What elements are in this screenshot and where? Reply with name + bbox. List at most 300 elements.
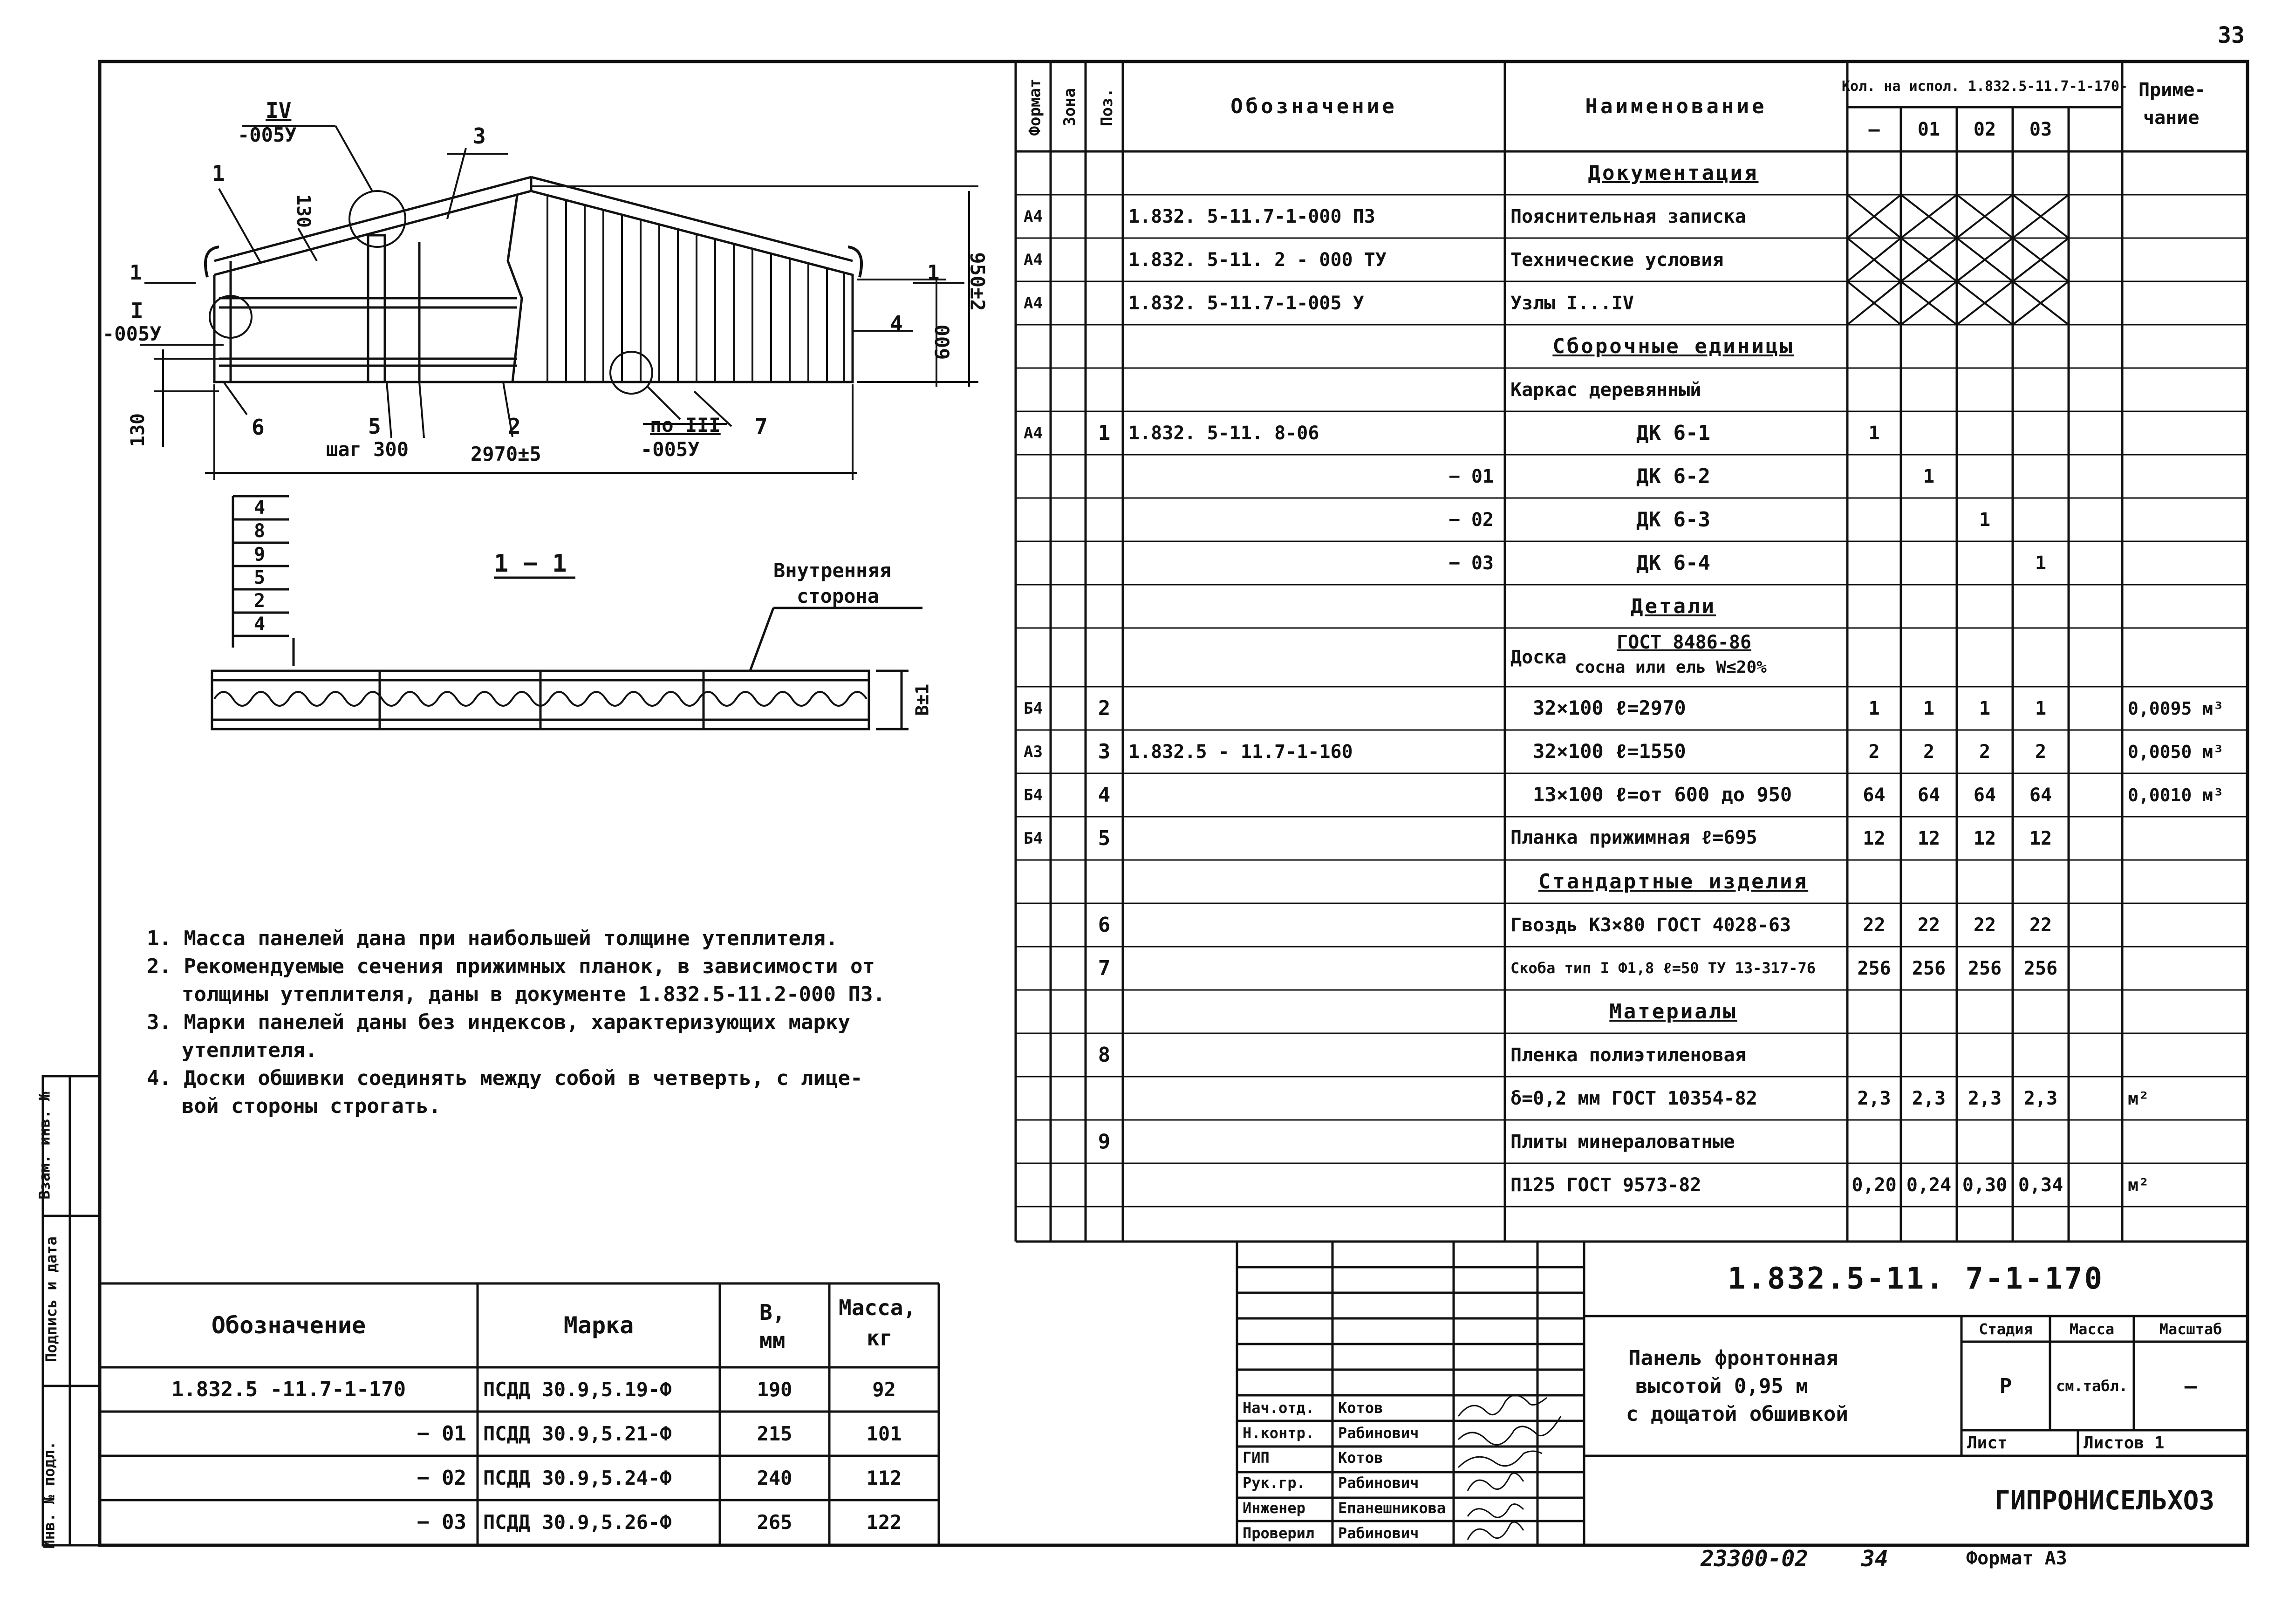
spec-qty: 2,3	[1968, 1087, 2002, 1109]
spec-qty	[1957, 195, 2013, 238]
stamp-inv-podl: Инв. № подл.	[40, 1441, 58, 1549]
spec-format	[1016, 541, 1051, 585]
spec-qty	[1957, 628, 2013, 687]
section-mark-left: 1	[130, 261, 142, 285]
note-line: 1. Масса панелей дана при наибольшей толщине утеплителя.	[147, 927, 838, 950]
note-line: толщины утеплителя, даны в документе 1.832.5-11.2-000 ПЗ.	[182, 983, 885, 1006]
callout-pos-7: 7	[755, 414, 768, 439]
spec-pos: 5	[1098, 826, 1111, 850]
spec-qty: 1	[2035, 697, 2047, 719]
spec-qty: 12	[1917, 827, 1940, 849]
spec-name: Документация	[1588, 161, 1759, 185]
marks-mass: 92	[872, 1378, 896, 1401]
marks-b: 240	[757, 1467, 793, 1489]
spec-name: ДК 6-1	[1636, 421, 1710, 445]
header-designation: Обозначение	[1230, 95, 1397, 118]
spec-note	[2122, 817, 2248, 860]
spec-qty	[1957, 860, 2013, 903]
marks-b: 190	[757, 1378, 793, 1401]
role-name: Рабинович	[1338, 1424, 1419, 1442]
spec-qty: 2,3	[2023, 1087, 2058, 1109]
spec-qty	[1847, 281, 1901, 325]
spec-qty	[1901, 585, 1957, 628]
spec-qty	[1901, 1120, 1957, 1163]
marks-header-mass1: Масса,	[839, 1295, 916, 1320]
spec-note	[2122, 947, 2248, 990]
spec-qty	[1847, 151, 1901, 195]
spec-format	[1016, 1120, 1051, 1163]
section-thickness: B±1	[912, 683, 933, 716]
spec-qty	[1901, 1033, 1957, 1077]
spec-qty	[2013, 1120, 2069, 1163]
spec-qty	[2013, 498, 2069, 541]
cladding-boards	[547, 196, 844, 382]
spec-qty: 12	[2029, 827, 2052, 849]
marks-mark: ПСДД 30.9,5.19-Ф	[483, 1378, 672, 1401]
role-name: Рабинович	[1338, 1474, 1419, 1492]
section-layer-label: 5	[254, 567, 266, 588]
dim-2970: 2970±5	[471, 443, 541, 465]
spec-pos: 2	[1098, 696, 1111, 720]
role-title: Нач.отд.	[1243, 1399, 1315, 1417]
stamp-vzam-inv: Взам. инв. №	[35, 1092, 54, 1200]
dim-130-top: 130	[293, 194, 314, 228]
spec-designation: 1.832. 5-11. 8-06	[1128, 422, 1319, 444]
note-line: утеплителя.	[182, 1038, 318, 1062]
sheet-number: 34	[1861, 1546, 1888, 1572]
note-line: 2. Рекомендуемые сечения прижимных планок, в зависимости от	[147, 955, 875, 978]
spec-qty: 1	[2035, 552, 2047, 574]
spec-qty: 256	[1857, 957, 1891, 979]
header-qty-title: Кол. на испол. 1.832.5-11.7-1-170-	[1841, 78, 2128, 95]
spec-format	[1016, 903, 1051, 947]
spec-qty: 22	[1917, 914, 1940, 936]
spec-name: 13×100 ℓ=от 600 до 950	[1533, 783, 1792, 806]
spec-qty: 256	[1968, 957, 2002, 979]
spec-qty: 2	[1923, 741, 1935, 763]
spec-note	[2122, 628, 2248, 687]
marks-mass: 101	[866, 1422, 902, 1445]
spec-qty	[1901, 238, 1957, 281]
spec-format: А4	[1024, 423, 1043, 443]
spec-note	[2122, 455, 2248, 498]
spec-name: Пленка полиэтиленовая	[1510, 1044, 1746, 1066]
spec-qty	[1847, 455, 1901, 498]
spec-format: Б4	[1024, 829, 1043, 848]
spec-qty: 256	[1912, 957, 1946, 979]
dim-130-bottom: 130	[127, 413, 149, 447]
section-layer-label: 9	[254, 544, 266, 565]
spec-qty	[1901, 541, 1957, 585]
title-line-2: высотой 0,95 м	[1635, 1374, 1808, 1398]
spec-note	[2122, 368, 2248, 411]
scale-value: —	[2184, 1374, 2197, 1398]
spec-designation: 1.832. 5-11.7-1-005 У	[1128, 292, 1364, 314]
spec-pos	[1086, 541, 1123, 585]
spec-pos: 6	[1098, 913, 1111, 937]
spec-pos: 4	[1098, 783, 1111, 807]
spec-name: Каркас деревянный	[1510, 379, 1701, 401]
spec-designation	[1123, 1033, 1505, 1077]
marks-header-mark: Марка	[563, 1312, 634, 1339]
spec-qty: 0,34	[2018, 1174, 2063, 1196]
spec-designation: 1.832. 5-11. 2 - 000 ТУ	[1128, 249, 1387, 271]
spec-format	[1016, 1163, 1051, 1207]
spec-qty	[1957, 151, 2013, 195]
signatures	[1458, 1395, 1561, 1540]
spec-pos: 1	[1098, 421, 1111, 445]
spec-note	[2122, 151, 2248, 195]
spec-qty: 1	[1923, 697, 1935, 719]
callout-node4-number: IV	[266, 98, 292, 123]
spec-qty	[1847, 195, 1901, 238]
spec-name: Планка прижимная ℓ=695	[1510, 827, 1757, 848]
spec-qty: 2,3	[1912, 1087, 1946, 1109]
spec-qty	[1957, 990, 2013, 1033]
spec-designation	[1123, 687, 1505, 730]
spec-designation	[1123, 947, 1505, 990]
spec-pos	[1086, 238, 1123, 281]
spec-qty	[1847, 238, 1901, 281]
stamp-signature-date: Подпись и дата	[42, 1236, 60, 1362]
sheet-label: Лист	[1967, 1433, 2008, 1453]
spec-name: ДК 6-3	[1636, 508, 1710, 532]
stage-value: Р	[1999, 1374, 2012, 1398]
spec-pos	[1086, 1163, 1123, 1207]
section-side-label-1: Внутренняя	[773, 559, 891, 582]
spec-name: П125 ГОСТ 9573-82	[1510, 1174, 1701, 1196]
callout-node1-ref: -005У	[102, 322, 162, 345]
spec-pos: 8	[1098, 1043, 1111, 1067]
role-title: Проверил	[1243, 1524, 1315, 1542]
spec-qty	[2013, 1033, 2069, 1077]
spec-qty	[2013, 455, 2069, 498]
spec-qty: 2,3	[1857, 1087, 1891, 1109]
role-name: Рабинович	[1338, 1524, 1419, 1542]
spec-note	[2122, 1120, 2248, 1163]
spec-qty	[1847, 1033, 1901, 1077]
spec-qty	[1847, 585, 1901, 628]
section-title: 1 − 1	[494, 550, 567, 578]
spec-qty: 22	[1973, 914, 1996, 936]
spec-name: δ=0,2 мм ГОСТ 10354-82	[1510, 1087, 1757, 1109]
header-pos: Поз.	[1097, 88, 1116, 126]
spec-designation	[1123, 151, 1505, 195]
section-mark-right: 1	[927, 261, 940, 285]
spec-qty: 64	[2029, 784, 2052, 806]
spec-qty	[1901, 325, 1957, 368]
spec-qty	[1957, 1033, 2013, 1077]
spec-note	[2122, 585, 2248, 628]
spec-name: Скоба тип I Ф1,8 ℓ=50 ТУ 13-317-76	[1510, 959, 1816, 977]
callout-node3-label: по III	[650, 414, 721, 437]
role-title: ГИП	[1243, 1449, 1270, 1467]
callout-pos-2: 2	[508, 414, 521, 439]
callout-pos-4: 4	[890, 311, 903, 336]
spec-qty	[2013, 238, 2069, 281]
spec-qty	[1901, 990, 1957, 1033]
spec-name: Гвоздь К3×80 ГОСТ 4028-63	[1510, 914, 1791, 936]
spec-qty	[1901, 628, 1957, 687]
spec-designation	[1123, 368, 1505, 411]
spec-note	[2122, 498, 2248, 541]
dim-600: 600	[931, 324, 954, 360]
section-layer-label: 4	[254, 497, 266, 519]
spec-qty: 12	[1973, 827, 1996, 849]
spec-name: Детали	[1631, 594, 1716, 618]
spec-note: 0,0095 м³	[2128, 698, 2224, 719]
spec-designation	[1123, 990, 1505, 1033]
note-line: 3. Марки панелей даны без индексов, характеризующих марку	[147, 1010, 850, 1034]
spec-qty: 22	[2029, 914, 2052, 936]
spec-note: 0,0010 м³	[2128, 785, 2224, 805]
marks-mark: ПСДД 30.9,5.26-Ф	[483, 1511, 672, 1534]
role-title: Инженер	[1243, 1499, 1305, 1517]
spec-format: А4	[1024, 207, 1043, 226]
spec-pos	[1086, 860, 1123, 903]
marks-designation: 1.832.5 -11.7-1-170	[171, 1378, 406, 1401]
spec-name: Сборочные единицы	[1552, 334, 1794, 358]
spec-designation	[1123, 1077, 1505, 1120]
callout-node1-number: I	[130, 298, 143, 323]
spec-designation	[1123, 860, 1505, 903]
callout-node4-ref: -005У	[238, 123, 297, 146]
scale-header: Масштаб	[2159, 1320, 2222, 1338]
marks-designation: − 02	[417, 1466, 466, 1490]
spec-format	[1016, 1077, 1051, 1120]
marks-header-mass2: кг	[867, 1325, 893, 1351]
spec-note	[2122, 1033, 2248, 1077]
mass-header: Масса	[2069, 1320, 2115, 1338]
header-format: Формат	[1025, 78, 1045, 136]
spec-pos	[1086, 1077, 1123, 1120]
spec-designation	[1123, 1163, 1505, 1207]
spec-note	[2122, 990, 2248, 1033]
spec-designation	[1123, 585, 1505, 628]
spec-pos: 7	[1098, 956, 1111, 980]
spec-qty	[2013, 990, 2069, 1033]
spec-name: 32×100 ℓ=1550	[1533, 739, 1686, 763]
spec-format	[1016, 860, 1051, 903]
spec-qty	[2013, 628, 2069, 687]
spec-format	[1016, 990, 1051, 1033]
mass-value: см.табл.	[2056, 1377, 2128, 1395]
spec-designation: 1.832. 5-11.7-1-000 ПЗ	[1128, 205, 1375, 227]
section-layer-label: 4	[254, 614, 266, 635]
spec-qty: 0,20	[1852, 1174, 1897, 1196]
document-code: 1.832.5-11. 7-1-170	[1727, 1262, 2104, 1296]
spec-designation	[1123, 628, 1505, 687]
header-q1: 01	[1917, 118, 1940, 140]
role-title: Рук.гр.	[1243, 1474, 1305, 1492]
marks-mass: 122	[866, 1511, 902, 1534]
archive-number: 23300-02	[1701, 1546, 1809, 1572]
spec-format	[1016, 455, 1051, 498]
spec-name-sub1: ГОСТ 8486-86	[1617, 632, 1751, 653]
spec-pos: 3	[1098, 740, 1111, 764]
spec-qty	[1957, 411, 2013, 455]
spec-name: Стандартные изделия	[1538, 870, 1809, 894]
spec-format	[1016, 585, 1051, 628]
spec-format	[1016, 498, 1051, 541]
spec-pos	[1086, 455, 1123, 498]
spec-qty: 256	[2023, 957, 2058, 979]
spec-qty	[1847, 628, 1901, 687]
notes-list	[147, 925, 885, 1120]
marks-b: 215	[757, 1422, 793, 1445]
spec-qty	[1901, 281, 1957, 325]
spec-qty	[2013, 281, 2069, 325]
spec-note	[2122, 411, 2248, 455]
spec-pos	[1086, 585, 1123, 628]
spec-qty	[1847, 541, 1901, 585]
spec-note	[2122, 903, 2248, 947]
spec-qty	[2013, 411, 2069, 455]
spec-format	[1016, 151, 1051, 195]
spec-name: Узлы I...IV	[1510, 292, 1634, 314]
spec-qty	[1901, 411, 1957, 455]
spec-format	[1016, 368, 1051, 411]
spec-pos	[1086, 151, 1123, 195]
spec-qty	[2013, 151, 2069, 195]
spec-name: Плиты минераловатные	[1510, 1131, 1735, 1153]
spec-designation	[1123, 325, 1505, 368]
spec-qty	[1847, 498, 1901, 541]
spec-qty	[1901, 860, 1957, 903]
page-number: 33	[2218, 22, 2245, 48]
callout-pos-3: 3	[473, 123, 486, 149]
spec-qty: 64	[1973, 784, 1996, 806]
marks-mark: ПСДД 30.9,5.24-Ф	[483, 1467, 672, 1489]
spec-name: Технические условия	[1510, 249, 1724, 271]
spec-format: А3	[1024, 742, 1043, 761]
spec-qty: 1	[1979, 697, 1991, 719]
spec-qty	[1901, 151, 1957, 195]
spec-format	[1016, 325, 1051, 368]
header-q3: 03	[2029, 118, 2052, 140]
spec-qty	[1901, 498, 1957, 541]
role-name: Епанешникова	[1338, 1499, 1446, 1517]
spec-designation: − 03	[1448, 552, 1494, 574]
callout-node3-ref: -005У	[641, 438, 700, 461]
marks-designation: − 03	[417, 1510, 466, 1534]
spec-qty	[1957, 325, 2013, 368]
header-note-2: чание	[2143, 107, 2200, 129]
spec-qty	[1901, 368, 1957, 411]
spec-qty: 0,24	[1906, 1174, 1952, 1196]
spec-designation: 1.832.5 - 11.7-1-160	[1128, 741, 1353, 763]
spec-qty	[1957, 281, 2013, 325]
sheets-label: Листов 1	[2084, 1433, 2165, 1453]
section-layer-label: 8	[254, 520, 266, 542]
note-line: вой стороны строгать.	[182, 1094, 441, 1118]
marks-header-b2: мм	[759, 1328, 786, 1353]
spec-qty: 2	[2035, 741, 2047, 763]
spec-qty	[1847, 1120, 1901, 1163]
spec-qty: 64	[1863, 784, 1886, 806]
spec-qty: 1	[1979, 509, 1991, 531]
spec-qty	[1847, 368, 1901, 411]
spec-pos	[1086, 281, 1123, 325]
spec-note: 0,0050 м³	[2128, 741, 2224, 762]
spec-qty: 1	[1868, 697, 1880, 719]
spec-qty	[2013, 195, 2069, 238]
dim-950: 950±2	[966, 252, 989, 311]
spec-qty: 1	[1868, 422, 1880, 444]
spec-pos	[1086, 628, 1123, 687]
spec-qty	[1957, 368, 2013, 411]
spec-qty	[2013, 860, 2069, 903]
header-zone: Зона	[1060, 88, 1079, 126]
spec-qty	[1957, 585, 2013, 628]
header-q2: 02	[1973, 118, 1996, 140]
spec-format	[1016, 628, 1051, 687]
spec-qty	[1847, 860, 1901, 903]
section-side-label-2: сторона	[797, 585, 880, 607]
spec-designation: − 02	[1448, 509, 1494, 531]
paper-format: Формат А3	[1966, 1548, 2067, 1569]
header-q0: —	[1868, 118, 1880, 140]
spec-designation	[1123, 773, 1505, 817]
spec-qty	[1847, 325, 1901, 368]
spec-qty: 2	[1979, 741, 1991, 763]
spec-qty: 12	[1863, 827, 1886, 849]
spec-qty	[2013, 325, 2069, 368]
spec-qty	[1847, 990, 1901, 1033]
marks-mass: 112	[866, 1467, 902, 1489]
spec-name: Материалы	[1609, 1000, 1737, 1024]
spec-pos	[1086, 195, 1123, 238]
callout-pos-1: 1	[212, 161, 225, 186]
spec-qty	[1901, 195, 1957, 238]
spec-qty	[1957, 541, 2013, 585]
spec-qty: 0,30	[1962, 1174, 2008, 1196]
spec-qty	[1957, 1120, 2013, 1163]
spec-qty	[2013, 368, 2069, 411]
spec-format	[1016, 947, 1051, 990]
spec-pos	[1086, 990, 1123, 1033]
spec-note	[2122, 541, 2248, 585]
step-label: шаг 300	[326, 438, 409, 461]
marks-header-b1: В,	[759, 1300, 786, 1325]
title-line-1: Панель фронтонная	[1628, 1346, 1838, 1370]
callout-pos-5: 5	[368, 414, 381, 439]
organization: ГИПРОНИСЕЛЬХОЗ	[1994, 1485, 2214, 1516]
spec-note	[2122, 281, 2248, 325]
spec-designation	[1123, 1120, 1505, 1163]
note-line: 4. Доски обшивки соединять между собой в четверть, с лице-	[147, 1066, 863, 1090]
spec-note	[2122, 195, 2248, 238]
spec-qty	[1957, 455, 2013, 498]
marks-mark: ПСДД 30.9,5.21-Ф	[483, 1422, 672, 1445]
spec-note: м²	[2128, 1174, 2149, 1195]
callout-pos-6: 6	[252, 415, 265, 440]
marks-designation: − 01	[417, 1422, 466, 1446]
spec-note: м²	[2128, 1088, 2149, 1109]
spec-name: Доска	[1510, 647, 1567, 668]
marks-b: 265	[757, 1511, 793, 1534]
spec-note	[2122, 860, 2248, 903]
spec-format: А4	[1024, 293, 1043, 313]
spec-qty: 1	[1923, 465, 1935, 487]
spec-designation	[1123, 903, 1505, 947]
spec-format: Б4	[1024, 785, 1043, 805]
spec-pos	[1086, 368, 1123, 411]
spec-qty: 64	[1917, 784, 1940, 806]
spec-pos: 9	[1098, 1130, 1111, 1153]
spec-designation: − 01	[1448, 465, 1494, 487]
spec-pos	[1086, 325, 1123, 368]
